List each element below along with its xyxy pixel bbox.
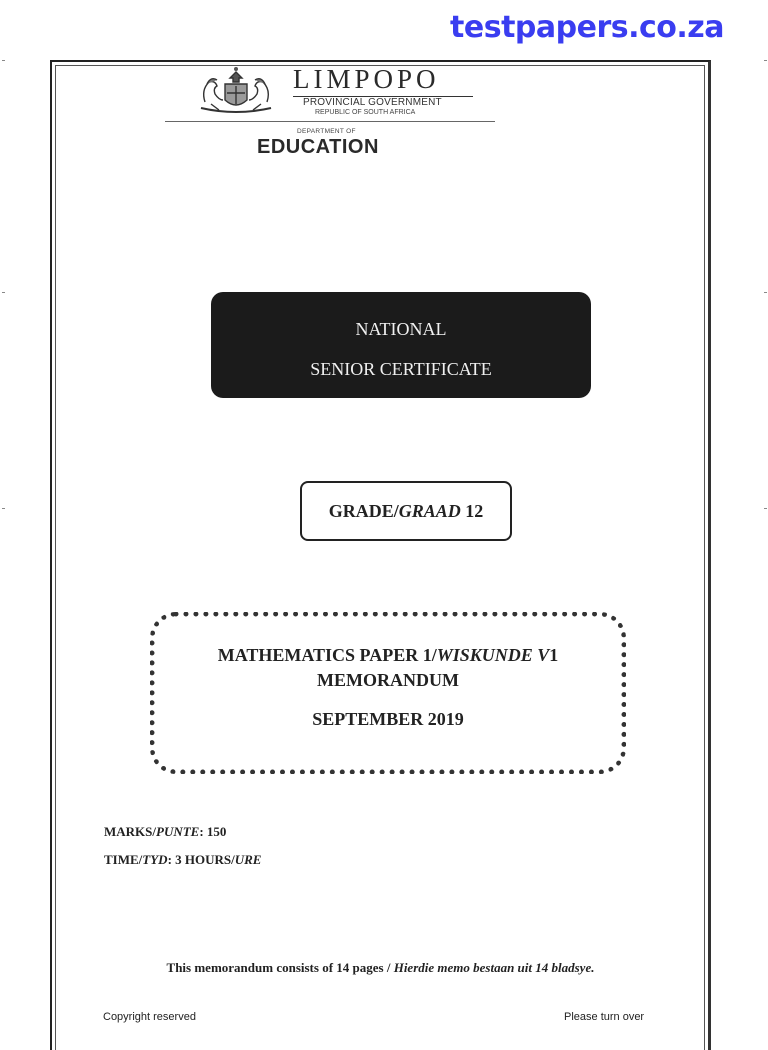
time-info	[104, 852, 261, 868]
margin-mark	[764, 292, 767, 293]
copyright-notice: Copyright reserved	[103, 1011, 196, 1023]
divider	[165, 121, 495, 122]
paper-type: MEMORANDUM	[317, 670, 459, 690]
paper-date: SEPTEMBER 2019	[312, 709, 464, 729]
certificate-line-2: SENIOR CERTIFICATE	[310, 359, 492, 379]
grade-label: GRADE/	[328, 501, 399, 521]
subject-number: 1	[549, 645, 559, 665]
grade-number: 12	[465, 501, 484, 521]
grade-label-afrikaans: GRAAD	[398, 501, 461, 521]
margin-mark	[2, 60, 5, 61]
subject-afrikaans: WISKUNDE V	[436, 645, 550, 665]
margin-mark	[2, 292, 5, 293]
time-value: : 3 HOURS/	[167, 852, 235, 867]
page-frame	[50, 60, 711, 1050]
paper-details-box	[150, 612, 626, 774]
page-count-note	[50, 960, 711, 976]
margin-mark	[2, 508, 5, 509]
province-name: LIMPOPO	[293, 64, 440, 94]
grade-box	[300, 481, 512, 541]
page-count-afrikaans: Hierdie memo bestaan uit 14 bladsye.	[393, 960, 595, 975]
marks-value: : 150	[199, 824, 227, 839]
certificate-banner	[211, 292, 591, 398]
department-name: EDUCATION	[257, 136, 379, 158]
page-count-english: This memorandum consists of 14 pages /	[166, 960, 394, 975]
marks-label-afrikaans: PUNTE	[156, 824, 200, 839]
republic-label: REPUBLIC OF SOUTH AFRICA	[315, 109, 416, 116]
department-of-label: DEPARTMENT OF	[297, 128, 356, 135]
coat-of-arms-icon	[195, 66, 277, 118]
time-unit-afrikaans: URE	[234, 852, 262, 867]
paper-title	[150, 645, 626, 666]
department-logo	[195, 66, 475, 166]
turn-over-note: Please turn over	[564, 1011, 645, 1023]
government-label: PROVINCIAL GOVERNMENT	[303, 97, 442, 108]
certificate-line-1: NATIONAL	[355, 319, 447, 339]
margin-mark	[764, 60, 767, 61]
margin-mark	[764, 508, 767, 509]
watermark-link[interactable]: testpapers.co.za	[450, 10, 724, 45]
time-label: TIME/	[104, 852, 143, 867]
time-label-afrikaans: TYD	[142, 852, 168, 867]
marks-info	[104, 824, 226, 840]
subject-english: MATHEMATICS PAPER 1/	[217, 645, 437, 665]
marks-label: MARKS/	[104, 824, 156, 839]
